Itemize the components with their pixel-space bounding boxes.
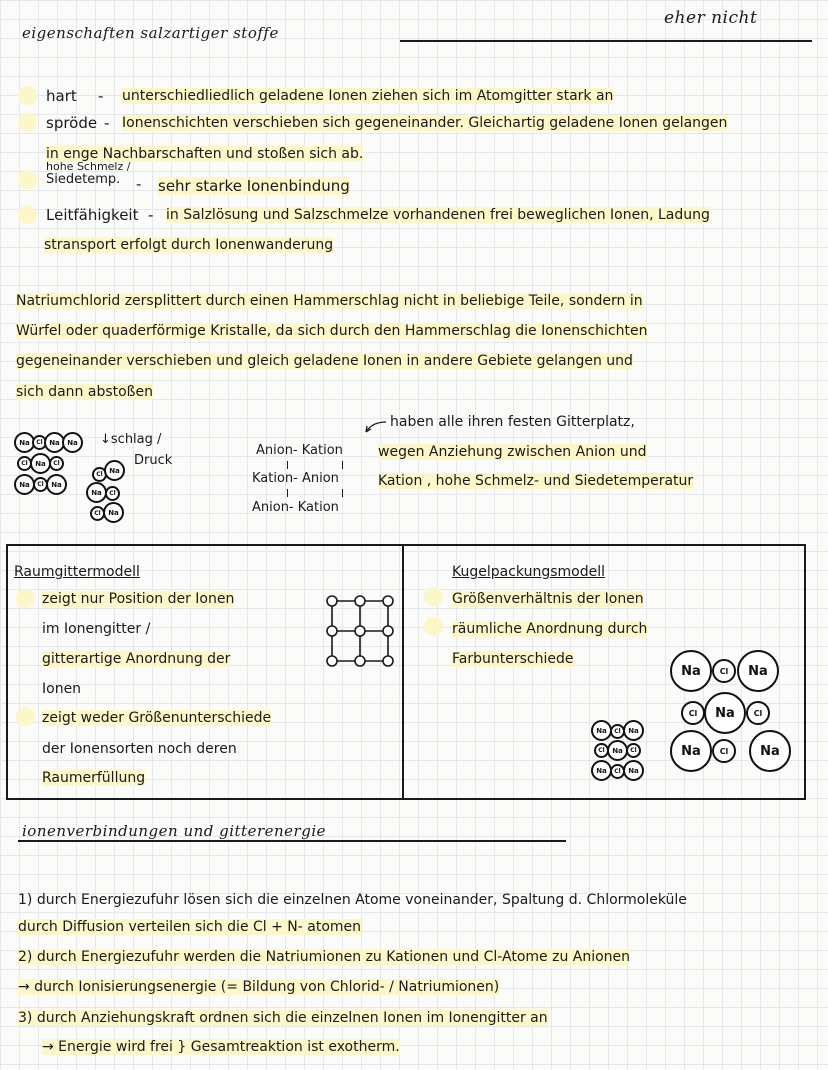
na-ion: Na (591, 760, 612, 781)
na-ion: Na (607, 740, 628, 761)
na-ion: Na (46, 474, 67, 495)
paragraph-line (16, 351, 633, 371)
section-title-underline (18, 840, 566, 842)
step-line-text: 3) durch Anziehungskraft ordnen sich die einzelnen Ionen im Ionengitter an (18, 1010, 548, 1026)
model-line (42, 649, 230, 669)
model-line (452, 649, 573, 669)
na-ion: Na (86, 482, 107, 503)
paragraph-text: gegeneinander verschieben und gleich geladene Ionen in andere Gebiete gelangen und (16, 353, 633, 369)
section-title: ionenverbindungen und gitterenergie (22, 822, 326, 840)
property-dash: - (98, 87, 104, 105)
na-ion: Na (623, 720, 644, 741)
property-desc-text: in Salzlösung und Salzschmelze vorhandenen frei beweglichen Ionen, Ladung (166, 207, 710, 223)
na-ion: Na (44, 432, 65, 453)
property-desc-text: unterschiedliedlich geladene Ionen ziehen sich im Atomgitter stark an (122, 88, 614, 104)
paragraph-text: Natriumchlorid zersplittert durch einen Hammerschlag nicht in beliebige Teile, sondern in (16, 293, 643, 309)
cl-ion: Cl (90, 506, 105, 521)
na-ion: Na (749, 730, 791, 772)
model-line (42, 768, 145, 788)
cl-ion: Cl (610, 764, 625, 779)
chain-connector (342, 489, 343, 497)
property-desc (122, 113, 727, 133)
na-ion: Na (104, 460, 125, 481)
side-note: eher nicht (664, 8, 758, 28)
step-line-text: → durch Ionisierungsenergie (= Bildung von Chlorid- / Natriumionen) (18, 979, 500, 995)
hammer-label: ↓schlag / (100, 432, 162, 447)
property-desc-cont-text: stransport erfolgt durch Ionenwanderung (44, 237, 334, 253)
pointer-arrow (362, 416, 388, 436)
paragraph-line (16, 382, 153, 402)
na-ion: Na (591, 720, 612, 741)
bullet-dot (18, 170, 37, 189)
model-line-text: Raumerfüllung (42, 770, 146, 786)
step-line (18, 917, 361, 937)
property-dash: - (148, 206, 154, 224)
paragraph-line (16, 321, 647, 341)
property-term: hohe Schmelz / (46, 160, 131, 173)
diagram-note (378, 471, 693, 491)
diagram-note: haben alle ihren festen Gitterplatz, (390, 414, 635, 430)
model-line-text: räumliche Anordnung durch (452, 621, 648, 637)
diagram-note-text: wegen Anziehung zwischen Anion und (378, 444, 647, 460)
property-dash: - (104, 114, 110, 132)
step-line: 1) durch Energiezufuhr lösen sich die einzelnen Atome voneinander, Spaltung d. Chlormoleküle (18, 892, 687, 908)
property-desc (122, 86, 613, 106)
cl-ion: Cl (92, 467, 107, 482)
step-line-text: durch Diffusion verteilen sich die Cl + N- atomen (18, 919, 362, 935)
na-ion: Na (30, 453, 51, 474)
model-line-text: gitterartige Anordnung der (42, 651, 231, 667)
property-term: hart (46, 87, 77, 105)
bullet-dot (424, 587, 443, 606)
step-line (18, 947, 630, 967)
page-title: eigenschaften salzartiger stoffe (22, 24, 279, 42)
cl-ion: Cl (33, 477, 48, 492)
ion-chain-row: Anion- Kation (252, 500, 339, 515)
step-line-text: → Energie wird frei } Gesamtreaktion ist exotherm. (42, 1039, 400, 1055)
lattice-grid-diagram (322, 591, 402, 683)
na-ion: Na (103, 502, 124, 523)
cl-ion: Cl (594, 743, 609, 758)
na-ion: Na (670, 650, 712, 692)
model-line-text: Größenverhältnis der Ionen (452, 591, 644, 607)
cl-ion: Cl (712, 739, 736, 763)
property-desc-text: Ionenschichten verschieben sich gegeneinander. Gleichartig geladene Ionen gelangen (122, 115, 728, 131)
property-term: spröde (46, 114, 98, 132)
model-line-text: zeigt nur Position der Ionen (42, 591, 235, 607)
property-desc-text: sehr starke Ionenbindung (158, 177, 350, 195)
model-line-text: zeigt weder Größenunterschiede (42, 710, 272, 726)
model-title-kugelpackung: Kugelpackungsmodell (452, 564, 605, 580)
property-desc (166, 205, 710, 225)
step-line (18, 977, 499, 997)
na-ion: Na (62, 432, 83, 453)
ion-chain-row: Kation- Anion (252, 471, 339, 486)
model-line: im Ionengitter / (42, 621, 151, 637)
chain-connector (342, 461, 343, 469)
cl-ion: Cl (746, 701, 770, 725)
bullet-dot (18, 86, 37, 105)
cl-ion: Cl (17, 456, 32, 471)
bullet-dot (18, 205, 37, 224)
property-desc-cont (44, 235, 333, 255)
chain-connector (287, 489, 288, 497)
property-desc-cont-text: in enge Nachbarschaften und stoßen sich ab. (46, 146, 364, 162)
cl-ion: Cl (49, 456, 64, 471)
model-line: der Ionensorten noch deren (42, 741, 237, 757)
bullet-dot (16, 707, 35, 726)
diagram-note-text: Kation , hohe Schmelz- und Siedetemperatur (378, 473, 694, 489)
bullet-dot (424, 617, 443, 636)
model-line (452, 619, 647, 639)
model-line-text: Farbunterschiede (452, 651, 574, 667)
model-line (42, 708, 271, 728)
step-line-text: 2) durch Energiezufuhr werden die Natriumionen zu Kationen und Cl-Atome zu Anionen (18, 949, 631, 965)
step-line (42, 1037, 400, 1057)
model-line: Ionen (42, 681, 82, 697)
na-ion: Na (623, 760, 644, 781)
cl-ion: Cl (610, 724, 625, 739)
table-divider (402, 544, 404, 798)
cl-ion: Cl (105, 486, 120, 501)
na-ion: Na (14, 474, 35, 495)
property-desc (158, 176, 350, 196)
cl-ion: Cl (32, 435, 47, 450)
model-line (42, 589, 234, 609)
bullet-dot (16, 589, 35, 608)
na-ion: Na (737, 650, 779, 692)
step-line (18, 1008, 548, 1028)
model-line (452, 589, 644, 609)
bullet-dot (18, 113, 37, 132)
paragraph-text: Würfel oder quaderförmige Kristalle, da sich durch den Hammerschlag die Ionenschichten (16, 323, 648, 339)
cl-ion: Cl (712, 659, 736, 683)
na-ion: Na (14, 432, 35, 453)
title-underline (400, 40, 812, 42)
cl-ion: Cl (626, 743, 641, 758)
model-title-raumgitter: Raumgittermodell (14, 564, 140, 580)
na-ion: Na (670, 730, 712, 772)
property-term: Siedetemp. (46, 172, 121, 187)
property-term: Leitfähigkeit (46, 206, 139, 224)
property-dash: - (136, 175, 142, 193)
paragraph-line (16, 291, 643, 311)
chain-connector (287, 461, 288, 469)
ion-chain-row: Anion- Kation (256, 443, 343, 458)
diagram-note (378, 442, 647, 462)
paragraph-text: sich dann abstoßen (16, 384, 153, 400)
cl-ion: Cl (681, 701, 705, 725)
na-ion: Na (704, 692, 746, 734)
pressure-label: Druck (134, 453, 173, 468)
